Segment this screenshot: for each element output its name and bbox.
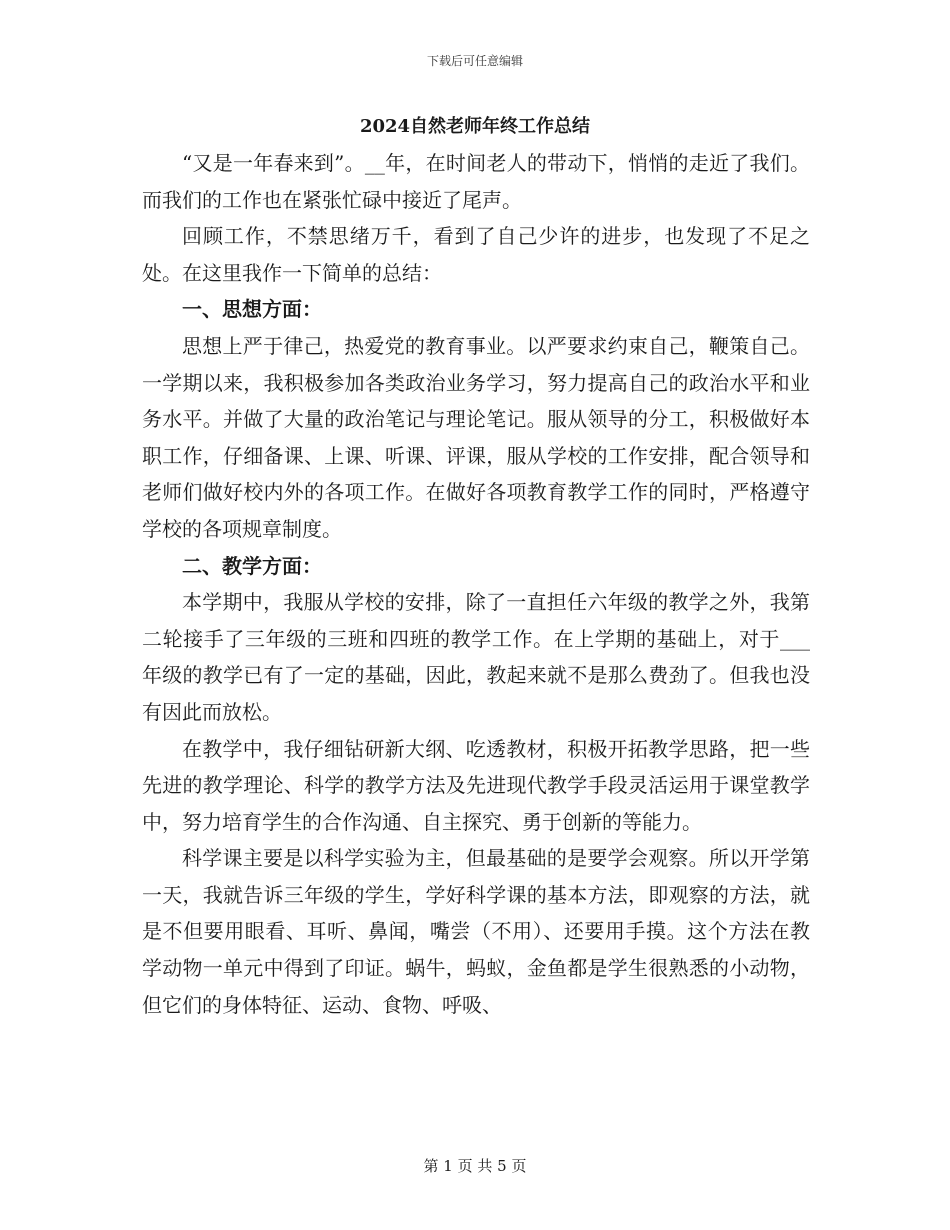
- paragraph-teaching-2: 在教学中，我仔细钻研新大纲、吃透教材，积极开拓教学思路，把一些先进的教学理论、科学的教学方法及先进现代教学手段灵活运用于课堂教学中，努力培育学生的合作沟通、自主探究、勇于创新的等能力。: [142, 736, 810, 834]
- document-body: [142, 145, 810, 1023]
- document-title: 2024自然老师年终工作总结: [359, 116, 591, 137]
- section-heading-thought: 一、思想方面：: [182, 297, 322, 322]
- page-header-note: 下载后可任意编辑: [426, 54, 523, 68]
- paragraph-teaching-3: 科学课主要是以科学实验为主，但最基础的是要学会观察。所以开学第一天，我就告诉三年级的学生，学好科学课的基本方法，即观察的方法，就是不但要用眼看、耳听、鼻闻，嘴尝（不用）、还要用手摸。这个方法在教学动物一单元中得到了印证。蜗牛，蚂蚁，金鱼都是学生很熟悉的小动物，但它们的身体特征、运动、食物、呼吸、: [142, 846, 810, 1017]
- paragraph-thought: 思想上严于律己，热爱党的教育事业。以严要求约束自己，鞭策自己。一学期以来，我积极参加各类政治业务学习，努力提高自己的政治水平和业务水平。并做了大量的政治笔记与理论笔记。服从领导的分工，积极做好本职工作，仔细备课、上课、听课、评课，服从学校的工作安排，配合领导和老师们做好校内外的各项工作。在做好各项教育教学工作的同时，严格遵守学校的各项规章制度。: [142, 333, 810, 541]
- paragraph-intro: “又是一年春来到”。__年，在时间老人的带动下，悄悄的走近了我们。而我们的工作也在紧张忙碌中接近了尾声。: [142, 151, 810, 212]
- paragraph-review: 回顾工作，不禁思绪万千，看到了自己少许的进步，也发现了不足之处。在这里我作一下简单的总结：: [142, 224, 810, 285]
- paragraph-teaching-1: 本学期中，我服从学校的安排，除了一直担任六年级的教学之外，我第二轮接手了三年级的三班和四班的教学工作。在上学期的基础上，对于___年级的教学已有了一定的基础，因此，教起来就不是那么费劲了。但我也没有因此而放松。: [142, 590, 810, 724]
- section-heading-teaching: 二、教学方面：: [182, 553, 322, 578]
- page-footer-number: 第 1 页 共 5 页: [423, 1157, 527, 1175]
